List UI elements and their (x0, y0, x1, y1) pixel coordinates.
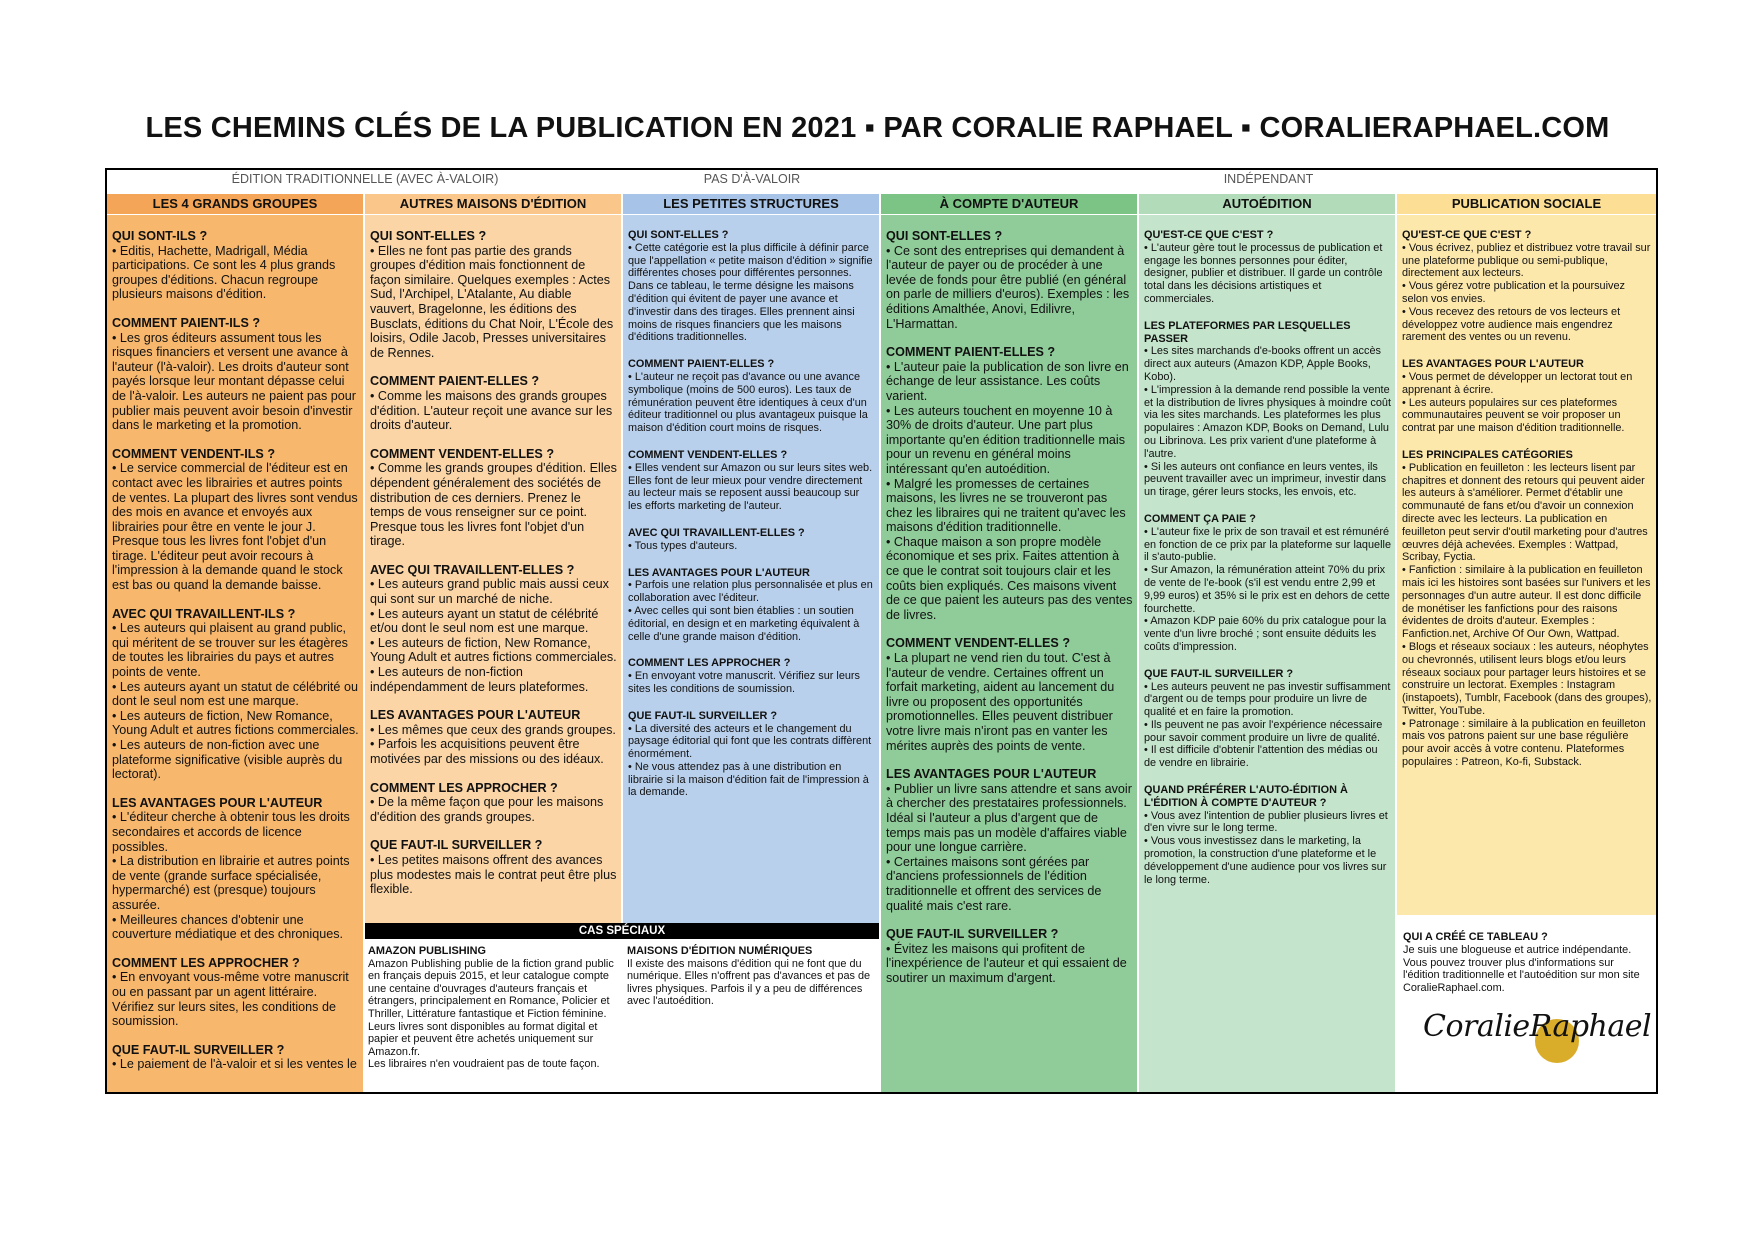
bullet-item: • Vous avez l'intention de publier plusieurs livres et d'en vivre sur le long terme. (1144, 809, 1388, 835)
bullet-item: • Vous écrivez, publiez et distribuez votre travail sur une plateforme publique ou semi-publique, directement aux lecteurs. (1402, 241, 1651, 280)
section-title: COMMENT PAIENT-ILS ? (112, 315, 261, 330)
section-title: QUI SONT-ELLES ? (886, 229, 1003, 243)
section (112, 229, 359, 302)
section-title: LES AVANTAGES POUR L'AUTEUR (370, 708, 581, 723)
section (370, 563, 617, 694)
group-label-independent: INDÉPENDANT (1223, 172, 1314, 186)
bullet-item: • La distribution en librairie et autres points de vente (grande surface spécialisée, hypermarché) est (presque) toujours assurée. (112, 854, 350, 912)
special-cases-header: CAS SPÉCIAUX (365, 923, 879, 939)
column-body (623, 215, 879, 905)
column-header: LES PETITES STRUCTURES (623, 194, 879, 215)
section-title: LES AVANTAGES POUR L'AUTEUR (628, 566, 810, 579)
amazon-publishing-text: Amazon Publishing publie de la fiction grand public en français depuis 2015, et leur catalogue compte une centaine d'ouvrages d'auteurs français et étrangers, principalement en Romance, Policier et Thriller, Littérature fantastique et Fiction féminine. Leurs livres sont disponibles au format digital et papier et peuvent être achetés uniquement sur Amazon.fr. (368, 957, 614, 1058)
section-title: QUI SONT-ELLES ? (628, 229, 729, 241)
bullet-item: • Certaines maisons sont gérées par d'anciens professionnels de l'édition traditionnelle et offrent des services de qualité mais c'est rare. (886, 854, 1102, 913)
bullet-item: • Elles ne font pas partie des grands groupes d'édition mais fonctionnent de façon similaire. Quelques exemples : Actes Sud, l'Archipel, L'Atalante, Au diable vauvert, Bragelonne, les éditions des Busclats, éditions du Chat Noir, L'École des loisirs, Odile Jacob, Presses universitaires de Rennes. (370, 243, 614, 360)
section-title: COMMENT VENDENT-ILS ? (112, 446, 276, 461)
section-title: AVEC QUI TRAVAILLENT-ELLES ? (370, 562, 575, 577)
column-body (881, 215, 1137, 986)
bullet-item: • Le service commercial de l'éditeur est en contact avec les librairies et autres points de ventes. La plupart des livres sont vendus des mois en avance et envoyés aux librairies pour être en vente le jour J. Presque tous les livres font l'objet d'un tirage. L'éditeur peut avoir recours à l'impression à la demande quand le stock est bas ou quand la demande baisse. (112, 461, 358, 593)
publication-table (105, 168, 1658, 1094)
section-title: QUAND PRÉFÉRER L'AUTO-ÉDITION À L'ÉDITION À COMPTE D'AUTEUR ? (1144, 784, 1348, 809)
section-title: COMMENT VENDENT-ELLES ? (886, 636, 1071, 651)
bullet-item: • Blogs et réseaux sociaux : les auteurs, néophytes ou chevronnés, utilisent leurs blogs et/ou leurs réseaux sociaux pour partager leurs histoires et se construire un lectorat. Exemples : Instagram (instapoets), Tumblr, Facebook (dans des groupes), Twitter, YouTube. (1402, 640, 1652, 717)
section (628, 449, 875, 513)
section-title: QU'EST-CE QUE C'EST ? (1402, 229, 1532, 241)
section-title: QUE FAUT-IL SURVEILLER ? (886, 927, 1059, 942)
digital-publishers-text: Il existe des maisons d'édition qui ne font que du numérique. Elles n'offrent pas d'avances et pas de livres physiques. Parfois il y a peu de différences avec l'autoédition. (627, 957, 871, 1008)
digital-publishers-block (627, 945, 877, 1008)
section (370, 229, 617, 360)
bullet-item: • Les auteurs touchent en moyenne 10 à 30% de droits d'auteur. Une part plus importante qu'en édition traditionnelle mais pour un revenu en général moins intéressant qu'en autoédition. (886, 403, 1126, 476)
section (112, 1043, 359, 1072)
bullet-item: • Les auteurs qui plaisent au grand public, qui méritent de se trouver sur les étagères de toutes les librairies du pays et autres points de vente. (112, 621, 348, 680)
section (886, 229, 1133, 331)
bullet-item: • Ne vous attendez pas à une distribution en librairie si la maison d'édition fait de l'impression à la demande. (628, 760, 869, 799)
bullet-item: • Editis, Hachette, Madrigall, Média participations. Ce sont les 4 plus grands groupes d'éditions. Chacun regroupe plusieurs maisons d'édition. (112, 243, 336, 302)
group-label-no-advance: PAS D'À-VALOIR (703, 172, 801, 186)
section (370, 781, 617, 825)
column-body (107, 215, 363, 1072)
section (1402, 358, 1652, 435)
section-title: QUI SONT-ILS ? (112, 229, 208, 243)
bullet-item: • Publier un livre sans attendre et sans avoir à chercher des prestataires professionnels. Idéal si l'auteur a plus d'argent que de temps mais pas un modèle d'affaires viable pour une longue carrière. (886, 781, 1132, 855)
section-title: QUE FAUT-IL SURVEILLER ? (628, 709, 778, 722)
bullet-item: • L'impression à la demande rend possible la vente et la distribution de livres physiques à moindre coût via les sites marchands. Les plateformes les plus populaires : Amazon KDP, Books on Demand, Lulu ou Librinova. Les prix varient d'une plateforme à l'autre. (1144, 383, 1391, 460)
bullet-item: • Tous types d'auteurs. (628, 539, 738, 552)
section (1144, 784, 1391, 886)
bullet-item: • Cette catégorie est la plus difficile à définir parce que l'appellation « petite maison d'édition » signifie différentes choses pour différentes personnes. Dans ce tableau, le terme désigne les maisons d'édition qui évitent de payer une avance et d'investir dans des tirages. Elles prennent ainsi moins de risques financiers que les maisons d'éditions traditionnelles. (628, 241, 873, 344)
coralie-raphael-logo (1423, 1009, 1652, 1075)
section (886, 345, 1133, 622)
bullet-item: • La plupart ne vend rien du tout. C'est à l'auteur de vendre. Certaines offrent un forfait marketing, aident au lancement du livre ou proposent des opportunités promotionnelles. Elles peuvent distribuer votre livre mais n'iront pas en vanter les mérites auprès des points de vente. (886, 651, 1115, 753)
bullet-item: • Meilleures chances d'obtenir une couverture médiatique et des chroniques. (112, 912, 344, 942)
bullet-item: • Avec celles qui sont bien établies : un soutien éditorial, en design et en marketing équivalent à celle d'une grande maison d'édition. (628, 604, 860, 643)
section (628, 358, 875, 435)
bullet-item: • Vous recevez des retours de vos lecteurs et développez votre audience mais engendrez rarement des ventes ou un revenu. (1402, 305, 1621, 344)
section (370, 838, 617, 896)
bullet-item: • Vous gérez votre publication et la poursuivez selon vos envies. (1402, 280, 1625, 305)
section-title: COMMENT PAIENT-ELLES ? (370, 374, 540, 389)
bullet-item: • Fanfiction : similaire à la publication en feuilleton mais ici les histoires sont basées sur l'univers et les personnages d'un autre auteur. Il est donc difficile de monétiser les fanfictions pour des raisons évidentes de droits d'auteur. Exemples : Fanfiction.net, Archive Of Our Own, Wattpad. (1402, 564, 1651, 641)
bullet-item: • L'auteur gère tout le processus de publication et engage les bonnes personnes pour éditer, designer, publier et distribuer. Il garde un contrôle total dans les décisions artistiques et commerciales. (1144, 241, 1383, 305)
column-self-publishing (1139, 194, 1395, 1092)
section-title: AVEC QUI TRAVAILLENT-ELLES ? (628, 526, 805, 539)
bullet-item: • Les auteurs de fiction, New Romance, Young Adult et autres fictions commerciales. (112, 708, 359, 738)
section (628, 657, 875, 695)
bullet-item: • L'auteur ne reçoit pas d'avance ou une avance symbolique (moins de 500 euros). Les taux de rémunération peuvent être identiques à ceux d'un éditeur traditionnel ou plus avantageux puisque la maison d'édition court moins de risques. (628, 370, 868, 435)
section-title: QUE FAUT-IL SURVEILLER ? (1144, 667, 1294, 680)
bullet-item: • L'éditeur cherche à obtenir tous les droits secondaires et accords de licence possibles. (112, 810, 350, 854)
section (370, 708, 617, 766)
section (1402, 229, 1652, 344)
bullet-item: • L'auteur fixe le prix de son travail et est rémunéré en fonction de ce prix par la plateforme sur laquelle il s'auto-publie. (1144, 525, 1391, 564)
column-header: PUBLICATION SOCIALE (1397, 194, 1656, 215)
section-title: COMMENT VENDENT-ELLES ? (370, 446, 555, 461)
section-title: QUE FAUT-IL SURVEILLER ? (370, 838, 543, 853)
group-label-traditional: ÉDITION TRADITIONNELLE (AVEC À-VALOIR) (231, 172, 499, 186)
section (370, 374, 617, 432)
page-title: LES CHEMINS CLÉS DE LA PUBLICATION EN 2021 ▪ PAR CORALIE RAPHAEL ▪ CORALIERAPHAEL.COM (145, 112, 1610, 144)
section (886, 636, 1133, 753)
section-title: COMMENT PAIENT-ELLES ? (628, 358, 775, 371)
bullet-item: • Chaque maison a son propre modèle économique et ses prix. Faites attention à ce que le contrat soit toujours clair et les coûts bien expliqués. Ces maisons vivent de ce que paient les auteurs pas des ventes de livres. (886, 534, 1133, 622)
bullet-item: • Comme les maisons des grands groupes d'édition. L'auteur reçoit une avance sur les droits d'auteur. (370, 388, 613, 433)
section (1402, 449, 1652, 769)
creator-block (1397, 915, 1656, 1092)
bullet-item: • De la même façon que pour les maisons d'édition des grands groupes. (370, 795, 604, 824)
column-header: AUTRES MAISONS D'ÉDITION (365, 194, 621, 215)
column-header: LES 4 GRANDS GROUPES (107, 194, 363, 215)
bullet-item: • Les auteurs de fiction, New Romance, Young Adult et autres fictions commerciales. (370, 635, 617, 665)
section (112, 796, 359, 942)
section-title: AVEC QUI TRAVAILLENT-ILS ? (112, 606, 296, 621)
column-body (1139, 215, 1395, 886)
section-title: QU'EST-CE QUE C'EST ? (1144, 229, 1274, 241)
section (1144, 229, 1391, 306)
section (112, 956, 359, 1029)
section (370, 447, 617, 549)
section-title: COMMENT LES APPROCHER ? (628, 657, 791, 670)
section (628, 710, 875, 800)
section-title: COMMENT LES APPROCHER ? (370, 780, 558, 795)
section (628, 527, 875, 553)
section (112, 316, 359, 433)
bullet-item: • Les mêmes que ceux des grands groupes. (370, 722, 616, 737)
bullet-item: • Si les auteurs ont confiance en leurs ventes, ils peuvent travailler avec un imprimeur, investir dans un tirage, gérer leurs stocks, les envois, etc. (1144, 460, 1387, 499)
bullet-item: • En envoyant vous-même votre manuscrit ou en passant par un agent littéraire. Vérifiez sur leurs sites, les conditions de soumission. (112, 970, 349, 1029)
section (1144, 320, 1391, 499)
section-title: LES AVANTAGES POUR L'AUTEUR (1402, 358, 1584, 371)
bullet-item: • Les petites maisons offrent des avances plus modestes mais le contrat peut être plus flexible. (370, 852, 617, 897)
bullet-item: • Le paiement de l'à-valoir et si les ventes le (112, 1057, 357, 1072)
bullet-item: • Vous vous investissez dans le marketing, la promotion, la construction d'une plateforme et le développement d'une audience pour vos livres sur le long terme. (1144, 835, 1387, 886)
bullet-item: • Parfois les acquisitions peuvent être motivées par des missions ou des idéaux. (370, 737, 604, 766)
column-header: À COMPTE D'AUTEUR (881, 194, 1137, 215)
section-title: COMMENT ÇA PAIE ? (1144, 512, 1256, 525)
section (628, 567, 875, 644)
bullet-item: • Amazon KDP paie 60% du prix catalogue pour la vente d'un livre broché ; sont ensuite déduits les coûts d'impression. (1144, 615, 1387, 653)
special-cases (365, 923, 879, 1092)
column-big-four (107, 194, 363, 1092)
bullet-item: • En envoyant votre manuscrit. Vérifiez sur leurs sites les conditions de soumission. (628, 670, 861, 695)
bullet-item: • Les auteurs grand public mais aussi ceux qui sont sur un marché de niche. (370, 577, 609, 607)
bullet-item: • Les sites marchands d'e-books offrent un accès direct aux auteurs (Amazon KDP, Apple Books, Kobo). (1144, 345, 1381, 383)
section-title: LES PRINCIPALES CATÉGORIES (1402, 448, 1573, 461)
section (886, 767, 1133, 913)
section-title: COMMENT VENDENT-ELLES ? (628, 448, 788, 461)
bullet-item: • Les auteurs de non-fiction avec une plateforme significative (visible auprès du lectorat). (112, 738, 343, 782)
bullet-item: • L'auteur paie la publication de son livre en échange de leur assistance. Les coûts varient. (886, 359, 1129, 403)
section-title: LES AVANTAGES POUR L'AUTEUR (886, 767, 1097, 782)
section (886, 927, 1133, 985)
bullet-item: • Patronage : similaire à la publication en feuilleton mais vos patrons paient sur une base régulière pour avoir accès à votre contenu. Plateformes populaires : Patreon, Ko-fi, Substack. (1402, 717, 1646, 769)
bullet-item: • Parfois une relation plus personnalisée et plus en collaboration avec l'éditeur. (628, 579, 873, 605)
column-header: AUTOÉDITION (1139, 194, 1395, 215)
amazon-publishing-block (368, 945, 618, 1071)
section-title: QUE FAUT-IL SURVEILLER ? (112, 1042, 285, 1057)
amazon-publishing-title: AMAZON PUBLISHING (368, 945, 486, 957)
section (628, 229, 875, 344)
section (1144, 668, 1391, 770)
bullet-item: • Ce sont des entreprises qui demandent à l'auteur de payer ou de procéder à une levée de fonds pour être publié (en général on parle de milliers d'euros). Exemples : les éditions Amalthée, Anovi, Edilivre, L'Harmattan. (886, 243, 1130, 331)
section-title: LES PLATEFORMES PAR LESQUELLES PASSER (1144, 319, 1351, 345)
bullet-item: • Publication en feuilleton : les lecteurs lisent par chapitres et donnent des retours qui peuvent aider les auteurs à s'améliorer. Permet d'établir une communauté de fans et/ou d'avoir un connexion directe avec les lecteurs. La publication en feuilleton peut servir d'outil marketing pour d'autres œuvres déjà achevées. Exemples : Wattpad, Scribay, Fyctia. (1402, 461, 1648, 564)
bullet-item: • Les auteurs peuvent ne pas investir suffisamment d'argent ou de temps pour produire un livre de qualité et en faire la promotion. (1144, 680, 1391, 719)
bullet-item: • Les auteurs ayant un statut de célébrité ou dont le seul nom est une marque. (112, 679, 358, 709)
column-vanity-press (881, 194, 1137, 1092)
bullet-item: • La diversité des acteurs et le changement du paysage éditorial qui font que les contrats diffèrent énormément. (628, 722, 872, 761)
section-title: LES AVANTAGES POUR L'AUTEUR (112, 795, 323, 810)
bullet-item: • Il est difficile d'obtenir l'attention des médias ou de vendre en librairie. (1144, 744, 1378, 770)
bullet-item: • Les auteurs de non-fiction indépendamment de leurs plateformes. (370, 665, 589, 694)
amazon-publishing-text-2: Les libraires n'en voudraient pas de toute façon. (368, 1058, 600, 1071)
digital-publishers-title: MAISONS D'ÉDITION NUMÉRIQUES (627, 945, 813, 957)
bullet-item: • Ils peuvent ne pas avoir l'expérience nécessaire pour savoir comment produire un livre de qualité. (1144, 718, 1383, 744)
section-title: COMMENT LES APPROCHER ? (112, 955, 300, 970)
section (112, 447, 359, 593)
section-title: COMMENT PAIENT-ELLES ? (886, 345, 1056, 360)
bullet-item: • Malgré les promesses de certaines maisons, les livres ne se trouveront pas chez les libraires qui ne traitent qu'avec les maisons d'édition traditionnelle. (886, 476, 1126, 535)
section (112, 607, 359, 782)
section-title: QUI SONT-ELLES ? (370, 229, 487, 243)
bullet-item: • Vous permet de développer un lectorat tout en apprenant à écrire. (1402, 370, 1633, 396)
column-body (1397, 215, 1656, 912)
creator-title: QUI A CRÉÉ CE TABLEAU ? (1403, 931, 1548, 943)
bullet-item: • Évitez les maisons qui profitent de l'inexpérience de l'auteur et qui essaient de soutirer un maximum d'argent. (886, 941, 1127, 985)
column-body (365, 215, 621, 905)
bullet-item: • Les auteurs populaires sur ces plateformes communautaires peuvent se voir proposer un contrat par une maison d'édition traditionnelle. (1402, 396, 1625, 435)
bullet-item: • Sur Amazon, la rémunération atteint 70% du prix de vente de l'e-book (s'il est vendu entre 2,99 et 9,99 euros) et 35% si le prix est en dehors de cette fourchette. (1144, 564, 1390, 615)
bullet-item: • Les auteurs ayant un statut de célébrité et/ou dont le seul nom est une marque. (370, 606, 599, 636)
bullet-item: • Comme les grands groupes d'édition. Elles dépendent généralement des sociétés de distribution de ces derniers. Prenez le temps de vous renseigner sur ce point. Presque tous les livres font l'objet d'un tirage. (370, 461, 617, 549)
bullet-item: • Elles vendent sur Amazon ou sur leurs sites web. Elles font de leur mieux pour vendre directement au lecteur mais se reposent aussi beaucoup sur les efforts marketing de l'auteur. (628, 461, 873, 513)
creator-text: Je suis une blogueuse et autrice indépendante. Vous pouvez trouver plus d'informations sur l'édition traditionnelle et l'autoédition sur mon site CoralieRaphael.com. (1403, 943, 1640, 995)
logo-signature: CoralieRaphael (1423, 1009, 1652, 1044)
bullet-item: • Les gros éditeurs assument tous les risques financiers et versent une avance à l'auteur (l'à-valoir). Les droits d'auteur sont payés lorsque leur montant dépasse celui de l'à-valoir. Les auteurs ne paient pas pour publier mais peuvent avoir besoin d'investir dans le marketing et la promotion. (112, 330, 356, 433)
section (1144, 513, 1391, 654)
